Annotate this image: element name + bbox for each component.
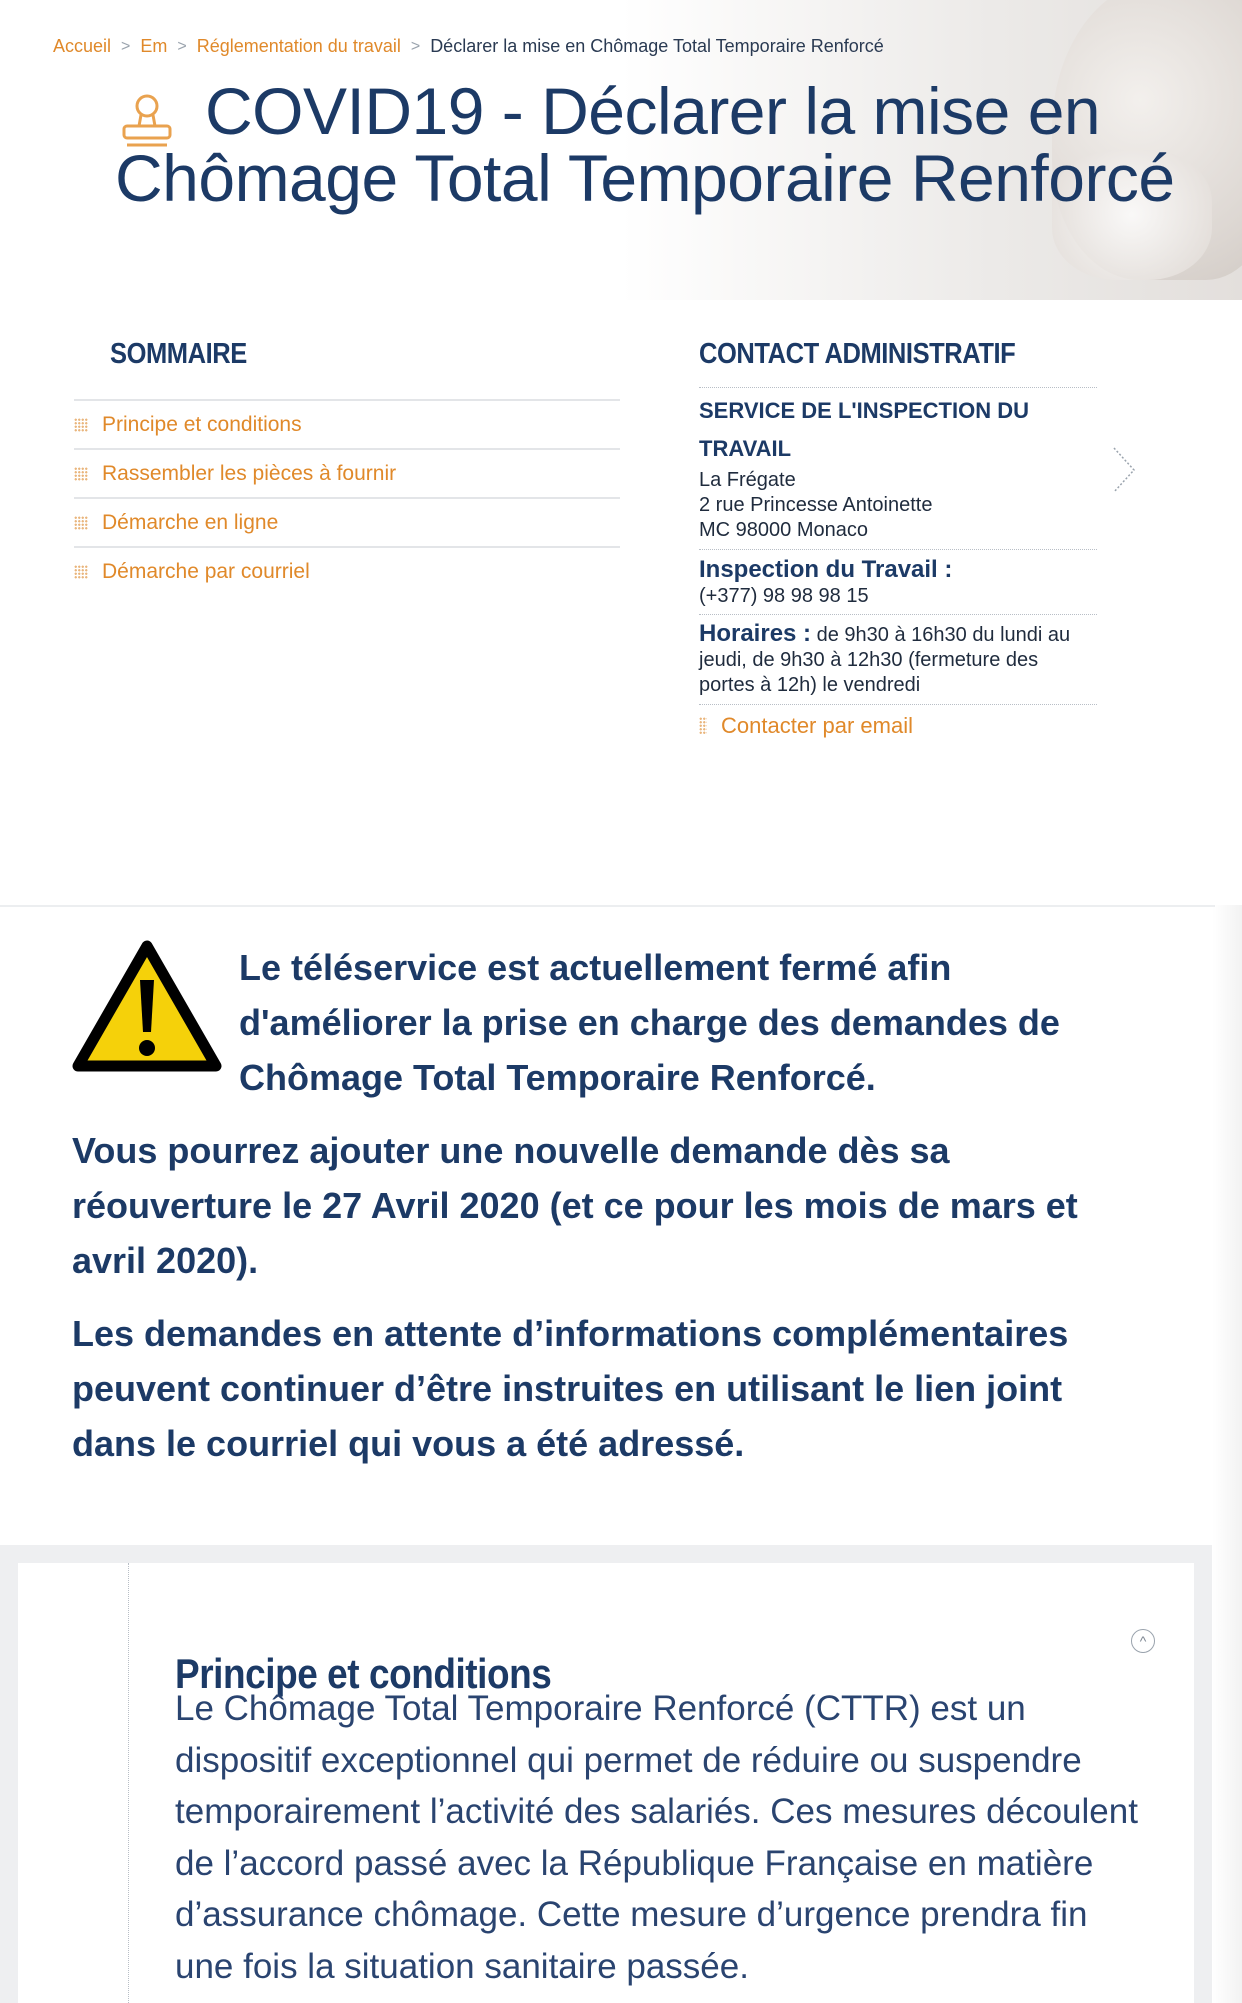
grid-bullet-icon	[74, 565, 88, 579]
sommaire-heading: SOMMAIRE	[110, 338, 247, 370]
divider	[699, 387, 1097, 388]
sommaire-item-demarche-courriel[interactable]	[74, 546, 620, 595]
sommaire-item-pieces[interactable]	[74, 448, 620, 497]
contact-email-label: Contacter par email	[721, 713, 913, 738]
sommaire-item-principe[interactable]	[74, 399, 620, 448]
notice-paragraph: Vous pourrez ajouter une nouvelle demande dès sa réouverture le 27 Avril 2020 (et ce pour les mois de mars et avril 2020).	[72, 1130, 1078, 1281]
contact-email-link[interactable]	[699, 713, 1097, 739]
section-title: Principe et conditions	[175, 1649, 552, 1697]
service-name: SERVICE DE L'INSPECTION DU TRAVAIL	[699, 398, 1029, 461]
sommaire-item-demarche-en-ligne[interactable]	[74, 497, 620, 546]
sommaire-item-label: Rassembler les pièces à fournir	[102, 461, 397, 485]
warning-icon	[72, 940, 222, 1075]
breadcrumb-current: Déclarer la mise en Chômage Total Temporaire Renforcé	[430, 36, 884, 56]
chevron-right-icon: >	[121, 37, 131, 55]
divider	[699, 704, 1097, 705]
phone-label: Inspection du Travail :	[699, 556, 953, 583]
breadcrumb-link-em[interactable]: Em	[140, 36, 168, 56]
divider	[699, 549, 1097, 550]
sommaire-item-label: Principe et conditions	[102, 412, 302, 436]
collapse-icon[interactable]: ^	[1131, 1629, 1155, 1653]
grid-bullet-icon	[74, 418, 88, 432]
opening-hours	[699, 621, 1097, 698]
page-header	[115, 74, 1175, 215]
address-line: MC 98000 Monaco	[699, 519, 868, 541]
grid-bullet-icon	[699, 717, 707, 735]
hours-text: de 9h30 à 16h30 du lundi au jeudi, de 9h30 à 12h30 (fermeture des portes à 12h) le vendredi	[699, 624, 1071, 696]
grid-bullet-icon	[74, 516, 88, 530]
address	[699, 468, 1097, 543]
chevron-right-icon[interactable]	[1110, 440, 1140, 500]
sommaire-section	[74, 338, 620, 595]
breadcrumb-link-reglementation[interactable]: Réglementation du travail	[196, 36, 401, 56]
stamp-icon	[119, 92, 175, 152]
hours-label: Horaires :	[699, 620, 812, 647]
breadcrumb	[53, 36, 884, 57]
page-edge-shadow	[1212, 905, 1242, 2003]
principe-panel	[18, 1563, 1194, 2003]
contact-heading: CONTACT ADMINISTRATIF	[699, 338, 1016, 370]
closure-notice	[72, 940, 1152, 1471]
phone-number[interactable]: (+377) 98 98 98 15	[699, 585, 869, 607]
page-title: COVID19 - Déclarer la mise en Chômage Total Temporaire Renforcé	[115, 74, 1175, 215]
divider	[699, 614, 1097, 615]
address-line: 2 rue Princesse Antoinette	[699, 494, 933, 516]
sommaire-item-label: Démarche en ligne	[102, 510, 279, 534]
breadcrumb-link-accueil[interactable]: Accueil	[53, 36, 112, 56]
contact-section	[699, 338, 1097, 739]
sommaire-item-label: Démarche par courriel	[102, 559, 310, 583]
panel-content	[128, 1563, 1195, 2003]
sommaire-list	[74, 399, 620, 595]
notice-paragraph: Les demandes en attente d’informations complémentaires peuvent continuer d’être instruites en utilisant le lien joint dans le courriel qui vous a été adressé.	[72, 1313, 1069, 1464]
address-line: La Frégate	[699, 469, 796, 491]
chevron-right-icon: >	[177, 37, 187, 55]
section-text: Le Chômage Total Temporaire Renforcé (CTTR) est un dispositif exceptionnel qui permet de réduire ou suspendre temporairement l’activité des salariés. Ces mesures découlent de l’accord passé avec la République Française en matière d’assurance chômage. Cette mesure d’urgence prendra fin une fois la situation sanitaire passée.	[175, 1689, 1138, 1986]
grid-bullet-icon	[74, 467, 88, 481]
chevron-right-icon: >	[410, 37, 421, 55]
section-divider	[0, 905, 1215, 907]
notice-paragraph: Le téléservice est actuellement fermé afin d'améliorer la prise en charge des demandes de Chômage Total Temporaire Renforcé.	[239, 947, 1060, 1098]
